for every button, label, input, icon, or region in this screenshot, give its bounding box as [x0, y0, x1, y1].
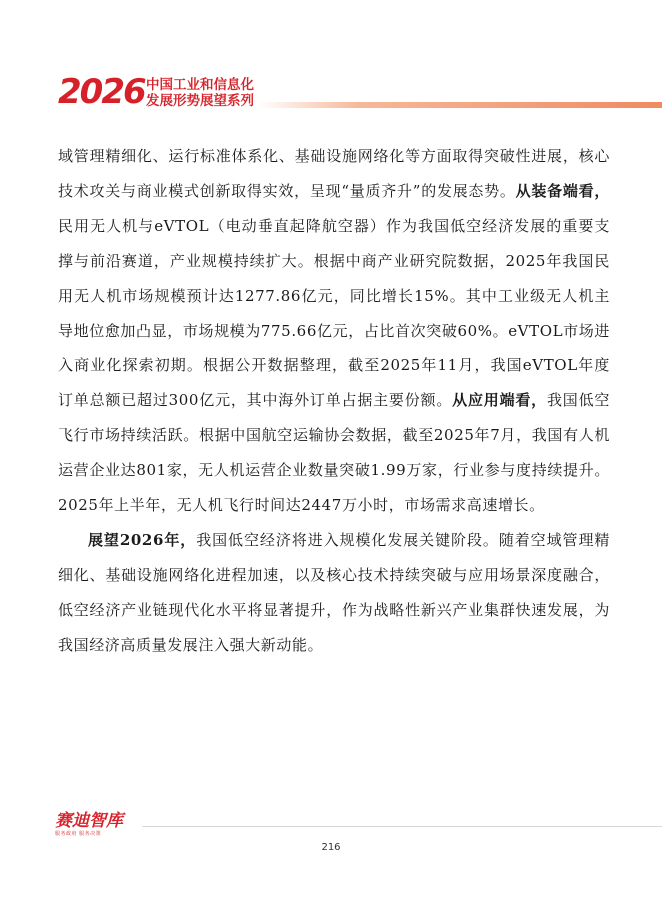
- main-content: [58, 139, 610, 663]
- series-title-line2: 发展形势展望系列: [146, 93, 254, 109]
- paragraph-2-text: 我国低空经济将进入规模化发展关键阶段。随着空域管理精细化、基础设施网络化进程加速，以及核心技术持续突破与应用场景深度融合，低空经济产业链现代化水平将显著提升，作为战略性新兴产业集群快速发展，为我国经济高质量发展注入强大新动能。: [58, 530, 610, 654]
- paragraph-2-bold: 展望2026年，: [88, 530, 197, 549]
- paragraph-1-text-a: 域管理精细化、运行标准体系化、基础设施网络化等方面取得突破性进展，核心技术攻关与商业模式创新取得实效，呈现“量质齐升”的发展态势。: [58, 147, 610, 200]
- paragraph-1-text-c: 我国低空飞行市场持续活跃。根据中国航空运输协会数据，截至2025年7月，我国有人机运营企业达801家，无人机运营企业数量突破1.99万家，行业参与度持续提升。2025年上半年，无人机飞行时间达2447万小时，市场需求高速增长。: [58, 391, 610, 515]
- page-header: [58, 72, 662, 115]
- year-logo: 2026: [58, 72, 145, 112]
- footer-logo: [55, 812, 123, 838]
- footer-divider: [142, 826, 662, 827]
- footer-brand: 赛迪智库: [55, 811, 123, 831]
- paragraph-2: [58, 523, 610, 663]
- header-divider: [258, 102, 662, 108]
- page-number: 216: [321, 842, 341, 853]
- footer-slogan: 服务政府 服务决策: [55, 831, 102, 837]
- paragraph-1-text-b: 民用无人机与eVTOL（电动垂直起降航空器）作为我国低空经济发展的重要支撑与前沿赛道，产业规模持续扩大。根据中商产业研究院数据，2025年我国民用无人机市场规模预计达1277.86亿元，同比增长15%。其中工业级无人机主导地位愈加凸显，市场规模为775.66亿元，占比首次突破60%。eVTOL市场进入商业化探索初期。根据公开数据整理，截至2025年11月，我国eVTOL年度订单总额已超过300亿元，其中海外订单占据主要份额。: [58, 216, 610, 410]
- paragraph-1: [58, 139, 610, 523]
- series-title-line1: 中国工业和信息化: [146, 77, 254, 93]
- paragraph-1-bold-b: 从应用端看，: [452, 391, 547, 410]
- series-title: [146, 77, 254, 109]
- paragraph-1-bold-a: 从装备端看，: [515, 181, 610, 200]
